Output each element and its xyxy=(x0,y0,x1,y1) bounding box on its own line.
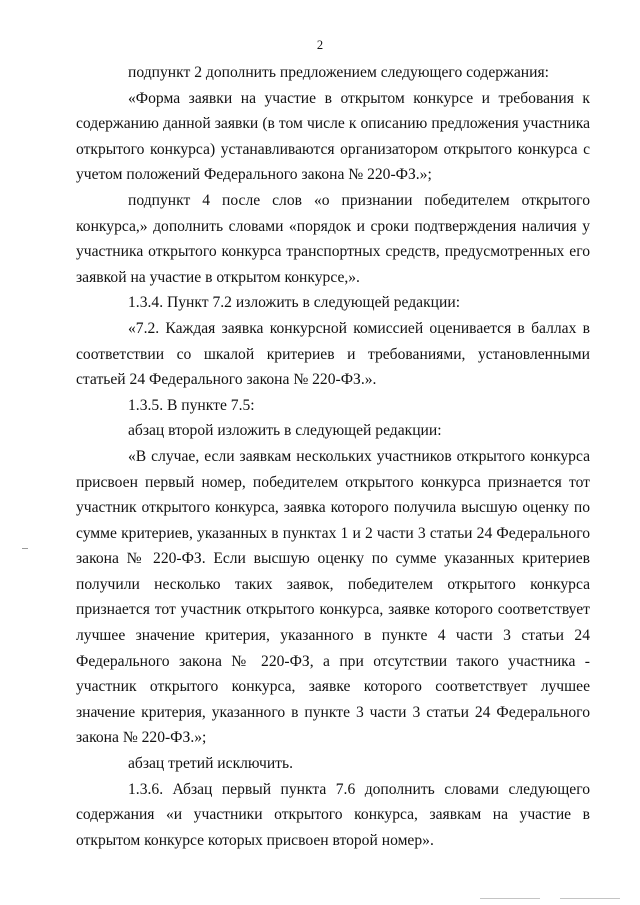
paragraph: подпункт 4 после слов «о признании победителем открытого конкурса,» дополнить словами «порядок и сроки подтверждения наличия у участника открытого конкурса транспортных средств, предусмотренных его заявкой на участие в открытом конкурсе,». xyxy=(76,191,590,286)
paragraph: «7.2. Каждая заявка конкурсной комиссией оценивается в баллах в соответствии со шкалой критериев и требованиями, установленными статьей 24 Федерального закона № 220-ФЗ.». xyxy=(76,319,590,389)
scan-artifact xyxy=(480,898,540,899)
paragraph: «Форма заявки на участие в открытом конкурсе и требования к содержанию данной заявки (в том числе к описанию предложения участника открытого конкурса) устанавливаются организатором открытого конкурса с учетом положений Федерального закона № 220-ФЗ.»; xyxy=(76,89,590,184)
paragraph: «В случае, если заявкам нескольких участников открытого конкурса присвоен первый номер, победителем открытого конкурса признается тот участник открытого конкурса, заявка которого получила высшую оценку по сумме критериев, указанных в пунктах 1 и 2 части 3 статьи 24 Федерального закона № 220-ФЗ. Если высшую оценку по сумме указанных критериев получили несколько таких заявок, победителем открытого конкурса признается тот участник открытого конкурса, заявке которого соответствует лучшее значение критерия, указанного в пункте 4 части 3 статьи 24 Федерального закона № 220-ФЗ, а при отсутствии такого участника - участник открытого конкурса, заявке которого соответствует лучшее значение критерия, указанного в пункте 3 части 3 статьи 24 Федерального закона № 220-ФЗ.»; xyxy=(76,447,590,747)
paragraph: подпункт 2 дополнить предложением следующего содержания: xyxy=(128,64,549,81)
paragraph: 1.3.6. Абзац первый пункта 7.6 дополнить словами следующего содержания «и участники открытого конкурса, заявкам на участие в открытом конкурсе которых присвоен второй номер». xyxy=(76,780,590,849)
paragraph: абзац второй изложить в следующей редакции: xyxy=(128,422,442,440)
page-number: 2 xyxy=(316,38,324,52)
paragraph: 1.3.4. Пункт 7.2 изложить в следующей редакции: xyxy=(128,294,461,312)
document-body xyxy=(76,60,590,853)
paragraph: абзац третий исключить. xyxy=(128,755,293,773)
scan-artifact xyxy=(560,898,620,899)
paragraph: 1.3.5. В пункте 7.5: xyxy=(128,396,255,414)
scan-artifact xyxy=(22,548,28,549)
